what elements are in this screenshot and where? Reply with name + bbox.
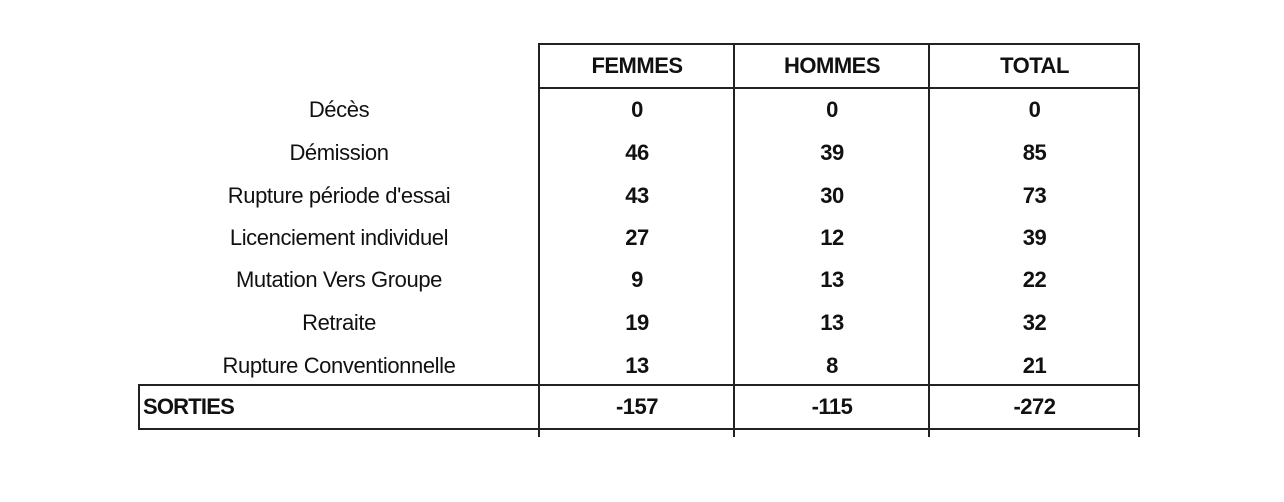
row-label: Décès	[308, 97, 370, 122]
cell-hommes: 12	[820, 225, 844, 250]
cell-total: 73	[1022, 183, 1047, 208]
cell-total: 85	[1022, 140, 1047, 165]
cell-hommes: 0	[826, 97, 838, 122]
total-row	[0, 386, 1284, 428]
row-label: Rupture période d'essai	[227, 183, 451, 208]
cell-femmes: 27	[625, 225, 649, 250]
total-label: SORTIES	[143, 394, 234, 419]
cell-femmes: 46	[625, 140, 649, 165]
header-femmes: FEMMES	[591, 53, 683, 78]
table-row	[0, 217, 1284, 259]
table-row	[0, 89, 1284, 131]
header-hommes: HOMMES	[784, 53, 880, 78]
cell-hommes: 8	[826, 353, 838, 378]
cell-total: 22	[1022, 267, 1047, 292]
total-femmes: -157	[615, 394, 659, 419]
table-row	[0, 345, 1284, 387]
row-label: Retraite	[302, 310, 376, 335]
row-label: Licenciement individuel	[229, 225, 449, 250]
table-row	[0, 132, 1284, 174]
table-row	[0, 302, 1284, 344]
row-label: Rupture Conventionnelle	[222, 353, 456, 378]
total-bottom-border	[138, 428, 1140, 430]
cell-hommes: 13	[820, 267, 844, 292]
total-total: -272	[1013, 394, 1056, 419]
cell-femmes: 19	[625, 310, 649, 335]
table-row	[0, 175, 1284, 217]
cell-total: 32	[1022, 310, 1047, 335]
cell-hommes: 13	[820, 310, 844, 335]
cell-total: 21	[1022, 353, 1047, 378]
total-hommes: -115	[811, 394, 853, 419]
row-label: Démission	[289, 140, 389, 165]
header-total: TOTAL	[1000, 53, 1069, 78]
cell-total: 0	[1028, 97, 1041, 122]
cell-total: 39	[1022, 225, 1047, 250]
row-label: Mutation Vers Groupe	[235, 267, 442, 292]
cell-femmes: 13	[625, 353, 649, 378]
cell-femmes: 43	[625, 183, 649, 208]
table-row	[0, 259, 1284, 301]
cell-hommes: 39	[820, 140, 844, 165]
cell-hommes: 30	[820, 183, 844, 208]
cell-femmes: 0	[631, 97, 643, 122]
cell-femmes: 9	[631, 267, 643, 292]
